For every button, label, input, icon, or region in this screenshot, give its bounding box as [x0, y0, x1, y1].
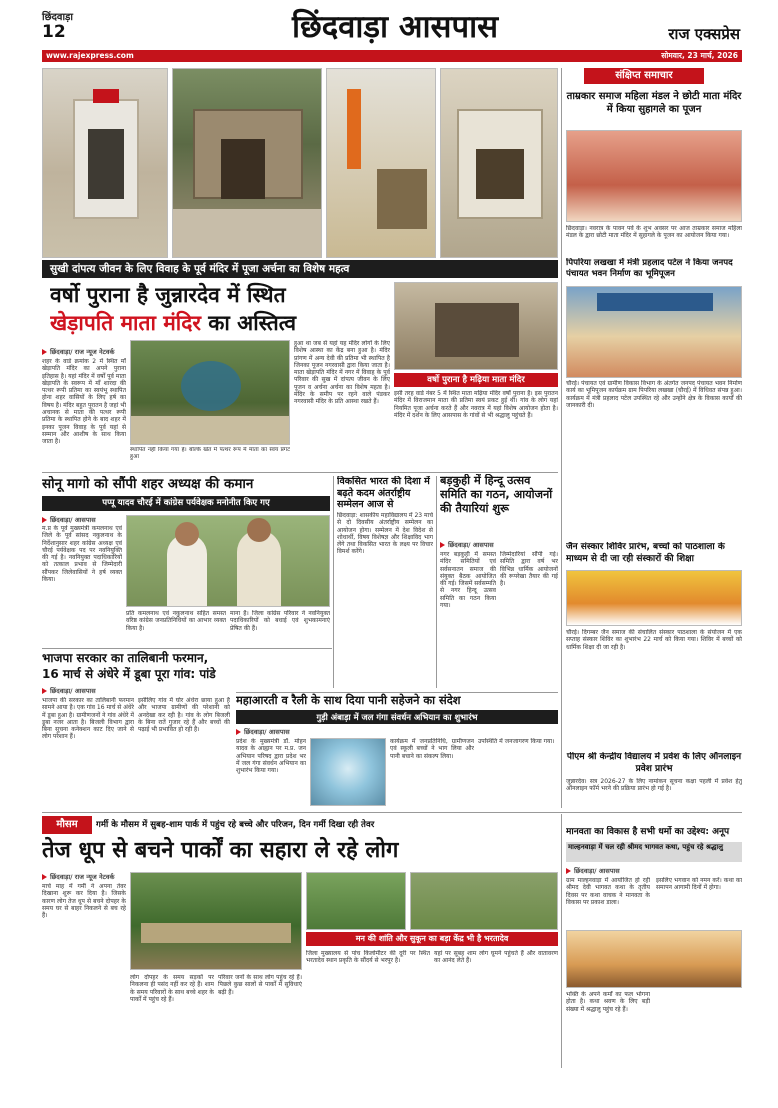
vikas-text: छिंदवाड़ा: शासकीय महाविद्यालय में 23 मार्च से दो दिवसीय अंतर्राष्ट्रीय सम्मेलन का आयोजन होगा। सम्मेलन में देश विदेश से शोधार्थी, विषय विशेषज्ञ और शिक्षाविद भाग लेंगे तथा विकसित भारत के लक्ष्य पर विचार विमर्श करेंगे। — [337, 512, 433, 556]
temple-photo-1 — [42, 68, 168, 258]
mahaarti-col-1: प्रदेश के मुख्यमंत्री डॉ. मोहन यादव के आह्वान पर म.प्र. जन अभियान परिषद द्वारा प्रदेश भर में जल गंगा संवर्धन अभियान का शुभारंभ किया गया। — [236, 738, 306, 775]
brand-name: राज एक्सप्रेस — [668, 25, 740, 43]
mahaarti-col-2: कार्यक्रम में जनप्रतिनिधि, ग्रामीणजन एवं स्कूली बच्चों ने भाग लिया और पानी बचाने का संकल्प लिया। — [390, 738, 474, 760]
vikas-headline: विकसित भारत की दिशा में बढ़ते कदम अंतर्राष्ट्रीय सम्मेलन आज से — [337, 476, 430, 510]
mausam-col-2: लोग दोपहर के समय सड़कों पर निकलना ही पसंद नहीं कर रहे हैं। शाम के समय परिवारों के साथ बच्चे शहर के पार्कों में पहुंच रहे हैं। — [130, 974, 214, 1003]
divider — [436, 476, 437, 688]
mausam-col-4: जिला मुख्यालय से पांच किलोमीटर की दूरी पर स्थित भरतादेव स्थान प्रकृति के सौंदर्य से भरपूर है। — [306, 950, 430, 965]
sidebar-story2-headline: पिपरिया लखखा में मंत्री प्रहलाद पटेल ने किया जनपद पंचायत भवन निर्माण का भूमिपूजन — [566, 258, 733, 279]
sidebar-story2-photo — [566, 286, 742, 378]
bhajpa-byline: छिंदवाड़ा/ आसपास — [42, 686, 96, 695]
park-photo-3 — [410, 872, 558, 930]
sonu-byline: छिंदवाड़ा/ आसपास — [42, 515, 96, 524]
sonu-col-1: म.प्र के पूर्व मुख्यमंत्री कमलनाथ एवं जिले के पूर्व सांसद नकुलनाथ के निर्देशानुसार शहर कांग्रेस अध्यक्ष एवं चौरई पर्यवेक्षक पद पर नवनियुक्ति की गई है। नवनियुक्त पदाधिकारियों को तत्काल प्रभाव से जिम्मेदारी सौंपकर जिलेवासियों ने हर्ष व्यक्त किया। — [42, 525, 122, 584]
manavta-byline: छिंदवाड़ा/ आसपास — [566, 866, 620, 875]
mahaarti-photo — [310, 738, 386, 806]
mausam-byline: छिंदवाड़ा/ राज न्यूज नेटवर्क — [42, 872, 114, 881]
badkuhi-col-1: नगर बड़कुही में समस्त मंदिर समितियों एवं सर्वसनातन समाज की संयुक्त बैठक आयोजित की गई। जिसमें सर्वसम्मति से नगर हिन्दू उत्सव समिति का गठन किया गया। — [440, 551, 496, 610]
divider — [42, 648, 332, 649]
temple-photo-3 — [326, 68, 436, 258]
manavta-headline: मानवता का विकास है सभी धर्मो का उद्देश्य: अनूप — [566, 827, 730, 837]
mahaarti-subbar: गुड़ी अंबाड़ा में जल गंगा संवर्धन अभियान का शुभारंभ — [236, 710, 558, 724]
sidebar-header: संक्षिप्त समाचार — [584, 68, 704, 84]
sidebar-story1-photo — [566, 130, 742, 222]
sidebar-story3-text: चौरई। दिगम्बर जैन समाज की संचालित संस्कार पाठशाला के संयोजन में एक सप्ताह संस्कार शिविर का शुभारंभ 22 मार्च को किया गया। शिविर में बच्चों को धार्मिक शिक्षा दी जा रही है। — [566, 629, 742, 651]
sonu-col-2: प्रति कमलनाथ एवं नकुलनाथ सहित समस्त वरिष्ठ कांग्रेस जनप्रतिनिधियों का आभार व्यक्त किया है। — [126, 610, 226, 632]
mausam-redbar: मन की शांति और सुकून का बड़ा केंद्र भी है भरतादेव — [306, 932, 558, 946]
bhajpa-col-1: भाजपा की सरकार का तालिबानी फरमान सामने आया है। एक गांव 16 मार्च से अंधेरे में डूबा हुआ है। ग्रामीणजनों ने गांव अंधेरे में डूबा नजर आता है। बिजली विभाग द्वारा बिना सूचना कनेक्शन काट दिए जाने से लोग परेशान हैं। — [42, 697, 134, 741]
mausam-headline: तेज धूप से बचने पार्कों का सहारा ले रहे लोग — [42, 838, 399, 863]
city-label: छिंदवाड़ा — [42, 12, 73, 23]
lead-headline-tail: का अस्तित्व — [208, 311, 297, 335]
manavta-col-3: इसलिए भगवान को नमन करें। कथा का समापन आगामी दिनों में होगा। — [656, 877, 742, 892]
sonu-col-3: माना है। जिला कांग्रेस परिवार ने नवनियुक्त पदाधिकारियों को बधाई एवं शुभकामनाएं प्रेषित की हैं। — [230, 610, 330, 632]
sonu-headline: सोनू मागो को सौंपी शहर अध्यक्ष की कमान — [42, 476, 254, 492]
site-url[interactable]: www.rajexpress.com — [46, 51, 134, 60]
divider — [42, 812, 742, 813]
badkuhi-byline: छिंदवाड़ा/ आसपास — [440, 540, 494, 549]
mausam-col-1: मार्च माह में गर्मी ने अपना तेवर दिखाना शुरू कर दिया है। जिसके कारण लोग तेज धूप से बचने दोपहर के समय घर से बाहर निकलने से बच रहे हैं। — [42, 883, 126, 920]
manavta-photo — [566, 930, 742, 988]
manavta-col-1: ग्राम माल्हनवाड़ा में आयोजित हो रही श्रीमद देवी भागवत कथा के तृतीय दिवस पर कथा वाचक ने मानवता के विकास पर प्रकाश डाला। — [566, 877, 650, 906]
sidebar-story2-text: चौरई। पंचायत एवं ग्रामीण विकास विभाग के अंतर्गत जनपद पंचायत भवन निर्माण कार्य का भूमिपूजन कार्यक्रम ग्राम पिपरिया लखखा (चौरई) में विधिवत संपन्न हुआ। कार्यक्रम में मंत्री प्रहलाद पटेल उपस्थित रहे और उन्होंने क्षेत्र के विकास कार्यों की जानकारी दी। — [566, 380, 742, 409]
sidebar-divider — [561, 68, 562, 808]
lead-headline-line-2 — [50, 310, 390, 336]
temple-photo-4 — [440, 68, 558, 258]
lead-byline: छिंदवाड़ा/ राज न्यूज नेटवर्क — [42, 347, 162, 356]
sidebar-story1-headline: ताम्रकार समाज महिला मंडल ने छोटी माता मंदिर में किया सुहागले का पूजन — [566, 91, 742, 115]
lead-col-3: हुआ था जब से यहां यह मंदिर लोगों के लिए विशेष आस्था का केंद्र बना हुआ है। मंदिर प्रांगण में अन्य देवी की प्रतिमा भी स्थापित है जिनका पूजन नगरवासी द्वारा किया जाता है। माता खेड़ापति मंदिर में नगर में विवाह के पूर्व परिवार की सुख में दांपत्य जीवन के लिए पूजन व अर्चना अर्चना का विशेष महत्व है। मंदिर के समीप पर रहने वाले पंडकर नगरवासी मंदिर के प्रति आस्था रखते हैं। — [294, 340, 390, 406]
temple-photo-6 — [130, 340, 290, 445]
lead-headline-line-1: वर्षो पुराना है जुन्नारदेव में स्थित — [50, 283, 286, 307]
park-photo-2 — [306, 872, 406, 930]
mausam-col-5: यहां पर सुबह शाम लोग घूमने पहुंचते हैं और वातावरण का आनंद लेते हैं। — [434, 950, 558, 965]
issue-date: सोमवार, 23 मार्च, 2026 — [661, 51, 738, 60]
divider — [333, 476, 334, 688]
lead-col-1: शहर के वार्ड क्रमांक 2 में स्थित माँ खेड़ापति मंदिर का अपने पुराना इतिहास है। यहां मंदिर में वर्षों पूर्व माता खेड़ापति के स्वरूप में माँ शारदा की पत्थर रूपी प्रतिमा का स्वयंभू स्थापित होना शहर वासियों के लिए हर्ष का विषय है। मंदिर बहुत पुरातन है जहां भी अचानक से माता की पत्थर रूपी प्रतिमा के स्थापित होने के बाद शहर में इनका पूजन विवाह के पूर्व यहां से सम्मान और आशीष के साथ किया जाता है। — [42, 358, 126, 446]
sidebar-story3-headline: जैन संस्कार शिविर प्रारंभ, बच्चों को पाठशाला के माध्यम से दी जा रही संस्कारों की शिक्षा — [566, 542, 725, 564]
sidebar-story4-headline: पीएम श्री केन्द्रीय विद्यालय में प्रवेश के लिए ऑनलाइन प्रवेश प्रारंभ — [566, 752, 742, 774]
manavta-col-2: भक्ति के अपने कर्मों का फल भोगना होता है। कथा श्रवण के लिए बड़ी संख्या में श्रद्धालु पहुंच रहे हैं। — [566, 991, 650, 1013]
mausam-col-3: परिवार जनों के साथ लोग पहुंच रहे हैं। पिछले कुछ सालों से पार्कों में सुविधाएं बढ़ी हैं। — [218, 974, 302, 996]
lead-headline-highlight: खेड़ापति माता मंदिर — [50, 311, 201, 335]
badkuhi-col-2: जिम्मेदारियां सौंपी गई। समिति द्वारा वर्ष भर विभिन्न धार्मिक आयोजनों की रूपरेखा तैयार की गई है। — [500, 551, 558, 588]
section-title: छिंदवाड़ा आसपास — [291, 9, 499, 45]
url-bar — [42, 50, 742, 62]
bhajpa-headline-1: भाजपा सरकार का तालिबानी फरमान, — [42, 651, 209, 665]
mahaarti-col-3: उपस्थिति में जनजागरण किया गया। — [478, 738, 555, 745]
bhajpa-headline-2: 16 मार्च से अंधेरे में डूबा पूरा गांव: पांडे — [42, 667, 216, 681]
temple-photo-2 — [172, 68, 322, 258]
manavta-subhead: माल्हनवाड़ा में चल रही श्रीमद भागवत कथा, पहुंच रहे श्रद्धालु — [566, 842, 742, 862]
badkuhi-headline: बड़कुही में हिन्दू उत्सव समिति का गठन, आयोजनों की तैयारियां शुरू — [440, 474, 553, 515]
park-photo-1 — [130, 872, 302, 970]
sidebar-story3-photo — [566, 570, 742, 626]
sonu-photo — [126, 515, 330, 607]
sonu-subbar: पप्पू यादव चौरई में कांग्रेस पर्यवेक्षक मनोनीत किए गए — [42, 496, 330, 511]
temple-photo-5 — [394, 282, 558, 370]
madhiya-caption: वर्षो पुराना है मढ़िया माता मंदिर — [394, 373, 558, 387]
mausam-tag: मौसम — [42, 816, 92, 834]
mausam-strap: गर्मी के मौसम में सुबह-शाम पार्क में पहुंच रहे बच्चे और परिजन, दिन गर्मी दिखा रही तेवर — [96, 820, 375, 830]
sidebar-story1-text: छिंदवाड़ा। नवरात्र के पावन पर्व के शुभ अवसर पर आज ताम्रकार समाज महिला मंडल के द्वारा छोटी माता मंदिर में सुहागले के पूजन का आयोजन किया गया। — [566, 225, 742, 240]
lead-caption-bar: सुखी दांपत्य जीवन के लिए विवाह के पूर्व मंदिर में पूजा अर्चना का विशेष महत्व — [42, 260, 558, 278]
lead-photo-caption: स्थापित नहीं किया गया है। बल्कि खेत में पत्थर रूप में माता का स्वयं प्रगट हुआ — [130, 447, 290, 460]
sidebar-story4-text: जुन्नारदेव। सत्र 2026-27 के लिए नामांकन सूचना कक्षा पहली में प्रवेश हेतु ऑनलाइन फॉर्म भरने की प्रक्रिया प्रारंभ हो गई है। — [566, 778, 742, 793]
bhajpa-col-2: इसीलिए गांव में घोर अंधेरा छाया हुआ है और भाजपा ग्रामीणों की परेशानी को अनदेखा कर रही है। गांव के लोग बिजली के बिना रातें गुजार रहे हैं और बच्चों की पढ़ाई भी प्रभावित हो रही है। — [138, 697, 230, 734]
mahaarti-headline: महाआरती व रैली के साथ दिया पानी सहेजने का संदेश — [236, 693, 461, 707]
masthead — [0, 0, 778, 64]
divider — [42, 472, 558, 473]
mahaarti-byline: छिंदवाड़ा/ आसपास — [236, 727, 290, 736]
divider — [561, 814, 562, 1068]
lead-right-text: इसी तरह वार्ड नंबर 5 में स्थित माता मढ़िया मंदिर वर्षों पुराना है। इस पुरातन मंदिर में विराजमान माता की प्रतिमा स्वयं प्रकट हुई थी। गांव के लोग यहां नियमित पूजा अर्चना करते हैं और नवरात्र में यहां विशेष आयोजन होता है। मंदिर में दर्शन के लिए आसपास के गांवों से भी श्रद्धालु पहुंचते हैं। — [394, 390, 558, 419]
page-number: 12 — [42, 22, 66, 42]
